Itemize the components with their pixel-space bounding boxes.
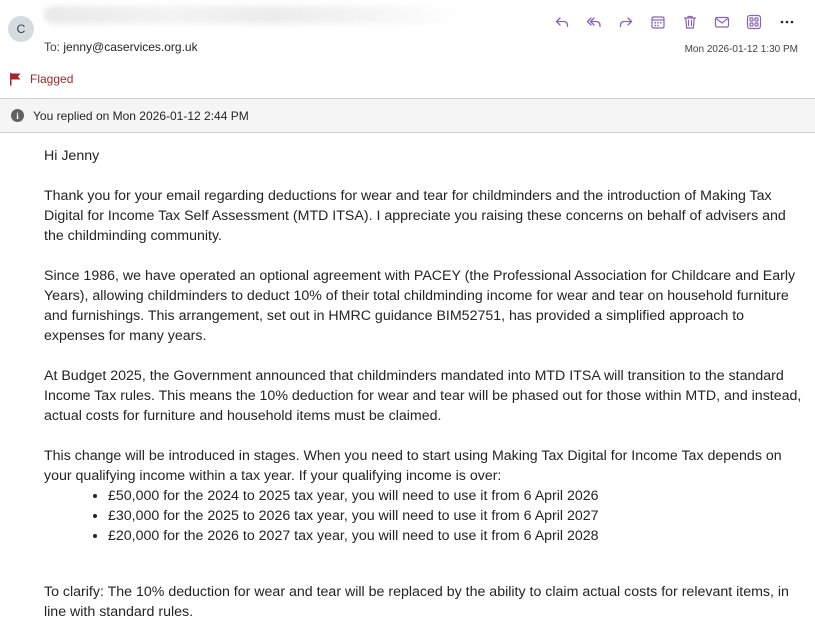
list-item: • £30,000 for the 2025 to 2026 tax year, you will need to use it from 6 April 2027 — [108, 506, 804, 526]
email-closing: To clarify: The 10% deduction for wear and tear will be replaced by the ability to claim actual costs for relevant items, in line with standard rules. — [44, 584, 789, 620]
to-label: To: — [44, 40, 61, 54]
apps-button[interactable] — [738, 8, 770, 36]
email-paragraph: Since 1986, we have operated an optional agreement with PACEY (the Professional Association for Childcare and Early Years), allowing childminders to deduct 10% of their total childminding income for wear and tear on household furniture and furnishings. This arrangement, set out in HMRC guidance BIM52751, has provided a simplified approach to expenses for many years. — [44, 268, 796, 344]
list-item: • £50,000 for the 2024 to 2025 tax year, you will need to use it from 6 April 2026 — [108, 486, 804, 506]
flag-status[interactable] — [9, 72, 73, 86]
sender-avatar[interactable]: C — [8, 16, 34, 42]
apps-icon — [746, 14, 762, 30]
delete-button[interactable] — [674, 8, 706, 36]
forward-icon — [618, 14, 634, 30]
email-paragraph: Thank you for your email regarding deductions for wear and tear for childminders and the introduction of Making Tax Digital for Income Tax Self Assessment (MTD ITSA). I appreciate you raising these concerns on behalf of advisers and the childminding community. — [44, 188, 786, 244]
reply-all-button[interactable] — [578, 8, 610, 36]
reply-all-icon — [586, 14, 602, 30]
mail-icon — [714, 14, 730, 30]
email-paragraph: At Budget 2025, the Government announced that childminders mandated into MTD ITSA will transition to the standard Income Tax rules. This means the 10% deduction for wear and tear will be phased out for those within MTD, and instead, actual costs for furniture and household items must be claimed. — [44, 368, 802, 424]
calendar-button[interactable] — [642, 8, 674, 36]
replied-notice — [0, 98, 815, 133]
email-body — [44, 146, 804, 642]
mark-unread-button[interactable] — [706, 8, 738, 36]
more-actions-button[interactable] — [770, 8, 804, 36]
reply-icon — [554, 14, 570, 30]
message-header — [0, 0, 815, 98]
replied-notice-text: You replied on Mon 2026-01-12 2:44 PM — [33, 108, 249, 123]
recipient-line — [44, 40, 198, 54]
more-icon — [779, 14, 795, 30]
flag-label: Flagged — [30, 72, 74, 86]
list-item: • £20,000 for the 2026 to 2027 tax year, you will need to use it from 6 April 2028 — [108, 526, 804, 546]
calendar-icon — [650, 14, 666, 30]
info-icon: i — [11, 109, 24, 122]
email-greeting: Hi Jenny — [44, 148, 100, 164]
reply-button[interactable] — [546, 8, 578, 36]
recipient-address[interactable]: jenny@caservices.org.uk — [63, 40, 198, 54]
delete-icon — [682, 14, 698, 30]
flag-icon — [9, 72, 22, 86]
received-date: Mon 2026-01-12 1:30 PM — [684, 44, 798, 55]
message-toolbar — [546, 8, 804, 36]
sender-name-redacted — [44, 6, 464, 24]
threshold-list — [44, 486, 804, 546]
forward-button[interactable] — [610, 8, 642, 36]
email-paragraph: This change will be introduced in stages. When you need to start using Making Tax Digital for Income Tax depends on your qualifying income within a tax year. If your qualifying income is over: — [44, 448, 782, 484]
